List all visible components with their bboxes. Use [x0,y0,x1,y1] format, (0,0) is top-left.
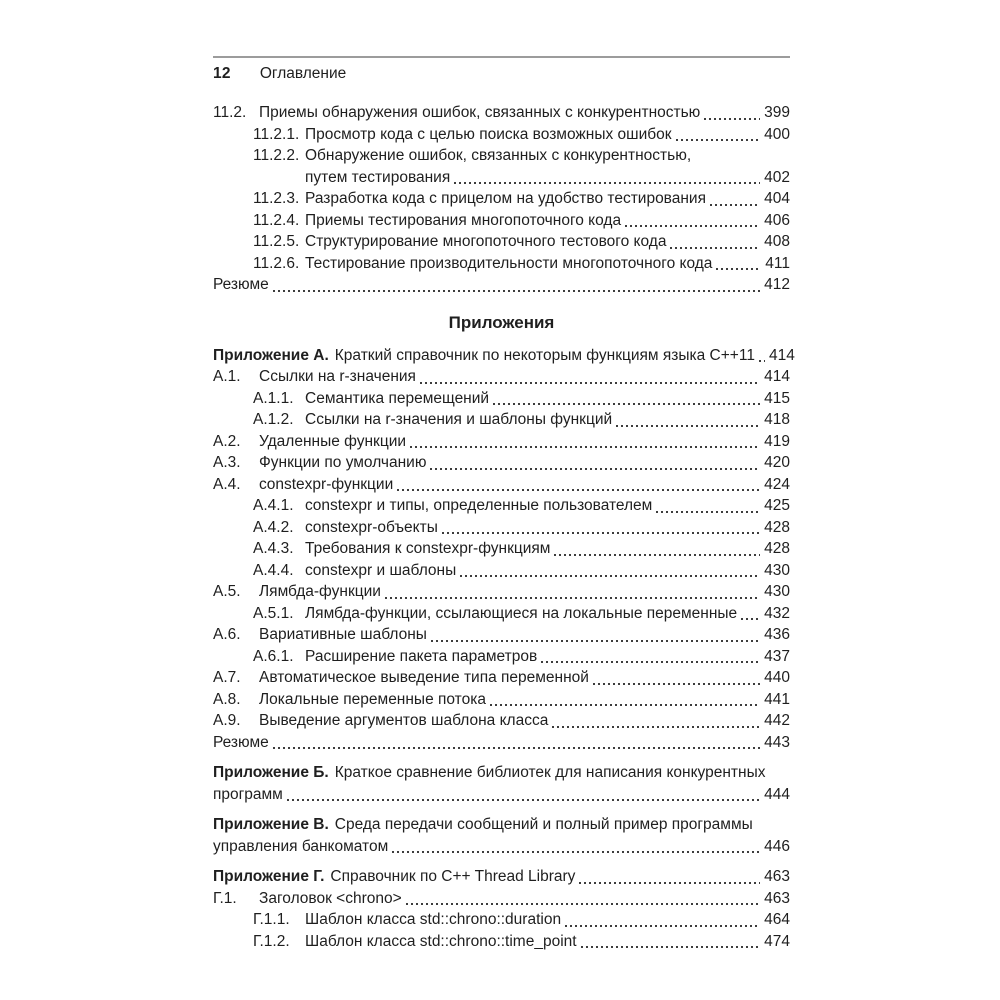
toc-row [253,646,790,668]
toc-page-number: 446 [764,837,790,855]
toc-row [213,474,790,496]
toc-label: А.6.1. [253,647,294,665]
page-number: 12 [213,65,231,82]
toc-title: constexpr-функции [259,475,394,493]
toc-label: А.5. [213,583,241,600]
section-heading: Приложения [448,312,555,332]
toc-row-line2 [305,167,790,189]
toc-content [213,56,795,952]
toc-row-appendix-multiline [213,814,790,857]
toc-label: А.4.4. [253,561,294,579]
toc-title: Заголовок <chrono> [259,889,402,907]
dot-leader [716,268,761,270]
dot-leader [454,182,760,184]
toc-page-number: 440 [764,669,790,686]
toc-row-summary [213,732,790,754]
dot-leader [273,747,760,749]
toc-page-number: 428 [764,540,790,557]
toc-title: Выведение аргументов шаблона класса [259,712,549,729]
toc-label: А.1.1. [253,389,294,407]
toc-label: Г.1.1. [253,911,290,928]
toc-title: Просмотр кода с целью поиска возможных ошибок [305,125,672,143]
toc-page-number: 425 [764,497,790,514]
toc-title: Тестирование производительности многопоточного кода [305,254,713,272]
toc-row-line1 [213,762,790,784]
toc-page-number: 424 [764,475,790,493]
dot-leader [431,640,760,642]
toc-title: Лямбда-функции, ссылающиеся на локальные переменные [305,604,738,622]
dot-leader [541,661,760,663]
toc-title-continuation: программ [213,785,283,803]
toc-page-number: 444 [764,785,790,803]
toc-row-appendix [213,345,795,367]
appendix-prefix: Приложение Б. [213,764,329,781]
dot-leader [616,425,760,427]
toc-title: Структурирование многопоточного тестового кода [305,233,667,250]
dot-leader [430,468,760,470]
toc-title: Приемы обнаружения ошибок, связанных с конкурентностью [259,104,701,121]
dot-leader [273,290,760,292]
toc-page-number: 404 [764,190,790,207]
toc-page-number: 411 [765,254,790,272]
toc-row-line2 [213,784,790,806]
dot-leader [670,247,760,249]
toc-page-number: 399 [764,104,790,121]
toc-row [213,366,790,388]
toc-title: Резюме [213,276,269,293]
appendix-prefix: Приложение Г. [213,868,325,885]
dot-leader [406,903,760,905]
toc-row [253,388,790,410]
toc-row-line1 [253,145,790,167]
dot-leader [392,851,760,853]
toc-page-number: 464 [764,911,790,928]
toc-title: Удаленные функции [259,432,407,450]
toc-row [253,931,790,953]
toc-label: 11.2.1. [253,125,300,143]
toc-label: Г.1. [213,889,237,907]
appendix-prefix: Приложение А. [213,346,329,364]
dot-leader [460,575,760,577]
toc-title: Обнаружение ошибок, связанных с конкурентностью, [305,147,692,164]
dot-leader [385,597,760,599]
toc-page-number: 432 [764,604,790,622]
toc-page-number: 415 [764,389,790,407]
toc-title: Требования к constexpr-функциям [305,540,551,557]
toc-title: Расширение пакета параметров [305,647,538,665]
toc-label: А.2. [213,432,241,450]
toc-title: Резюме [213,733,269,751]
dot-leader [565,925,760,927]
toc-row [253,124,790,146]
dot-leader [552,726,760,728]
toc-row [213,667,790,689]
dot-leader [656,511,760,513]
toc-row [213,102,790,124]
toc-row-multiline [213,145,790,188]
toc-page-number: 463 [764,889,790,907]
appendix-prefix: Приложение В. [213,816,329,833]
dot-leader [581,946,761,948]
toc-label: 11.2.4. [253,211,300,229]
toc-title: Справочник по C++ Thread Library [330,868,576,885]
dot-leader [579,882,760,884]
toc-label: 11.2.5. [253,233,300,250]
toc-page-number: 430 [764,561,790,579]
dot-leader [676,139,761,141]
toc-title: Разработка кода с прицелом на удобство тестирования [305,190,706,207]
toc-label: 11.2.6. [253,254,300,272]
toc-title: constexpr и типы, определенные пользователем [305,497,653,514]
toc-label: А.3. [213,454,241,471]
dot-leader [710,204,760,206]
dot-leader [704,118,760,120]
toc-label: А.1. [213,368,241,385]
toc-title: constexpr и шаблоны [305,561,457,579]
dot-leader [493,403,760,405]
toc-title: Лямбда-функции [259,583,381,600]
running-title: Оглавление [259,65,347,82]
dot-leader [397,489,760,491]
dot-leader [593,683,760,685]
toc-label: А.5.1. [253,604,294,622]
toc-row [253,231,790,253]
toc-title: Автоматическое выведение типа переменной [259,669,589,686]
dot-leader [442,532,760,534]
toc-title: Приемы тестирования многопоточного кода [305,211,622,229]
toc-page-number: 474 [764,932,790,950]
toc-page-number: 428 [764,518,790,536]
dot-leader [410,446,760,448]
toc-row [253,253,790,275]
toc-label: А.4. [213,475,241,493]
toc-page-number: 420 [764,454,790,471]
toc-row [253,409,790,431]
toc-page-number: 402 [764,168,790,186]
toc-page-number: 442 [764,712,790,729]
toc-title-continuation: управления банкоматом [213,837,389,855]
toc-row [253,495,790,517]
toc-page-number: 430 [764,583,790,600]
toc-page-number: 408 [764,233,790,250]
toc-row [213,710,790,732]
dot-leader [287,799,760,801]
toc-row [253,188,790,210]
toc-page-number: 400 [764,125,790,143]
toc-row [253,603,790,625]
toc-label: А.6. [213,626,241,643]
toc-label: А.7. [213,669,241,686]
toc-title: Краткий справочник по некоторым функциям языка C++11 [334,346,755,364]
toc-row [213,452,790,474]
toc-title: constexpr-объекты [305,518,438,536]
toc-page-number: 437 [764,647,790,665]
page-header [213,65,790,83]
toc-page-number: 441 [764,690,790,708]
toc-page-number: 414 [764,368,790,385]
toc-label: А.1.2. [253,411,294,428]
toc-title: Шаблон класса std::chrono::duration [305,911,562,928]
toc-label: Г.1.2. [253,932,290,950]
toc-label: 11.2.3. [253,190,300,207]
toc-title: Функции по умолчанию [259,454,427,471]
dot-leader [625,225,760,227]
toc-title: Ссылки на r-значения [259,368,416,385]
toc-title: Вариативные шаблоны [259,626,427,643]
dot-leader [741,618,760,620]
toc-row-appendix [213,866,790,888]
toc-label: 11.2.2. [253,147,300,164]
toc-label: А.9. [213,712,241,729]
toc-row [253,909,790,931]
dot-leader [490,704,760,706]
toc-page-number: 406 [764,211,790,229]
toc-title-continuation: путем тестирования [305,168,451,186]
toc-page-number: 414 [768,346,795,364]
toc-row [253,560,790,582]
toc-row [213,888,790,910]
toc-row [213,581,790,603]
toc-page-number: 436 [764,626,790,643]
toc-page-number: 412 [764,276,790,293]
dot-leader [420,382,760,384]
toc-row [213,431,790,453]
dot-leader [759,360,765,362]
toc-title: Локальные переменные потока [259,690,486,708]
toc-row-appendix-multiline [213,762,790,805]
toc-row [253,210,790,232]
toc-label: 11.2. [213,104,247,121]
toc-row [213,624,790,646]
toc-title: Ссылки на r-значения и шаблоны функций [305,411,613,428]
toc-title: Семантика перемещений [305,389,490,407]
dot-leader [554,554,760,556]
header-rule [213,56,790,58]
toc-title: Шаблон класса std::chrono::time_point [305,932,577,950]
toc-row-line2 [213,836,790,858]
toc-page-number: 418 [764,411,790,428]
toc-row [213,689,790,711]
toc-label: А.4.3. [253,540,294,557]
toc-label: А.4.2. [253,518,294,536]
toc-title: Краткое сравнение библиотек для написания конкурентных [334,764,766,781]
toc-page-number: 443 [764,733,790,751]
toc-row [253,538,790,560]
toc-label: А.8. [213,690,241,708]
toc-row-summary [213,274,790,296]
toc-row [253,517,790,539]
toc-row-line1 [213,814,790,836]
toc-label: А.4.1. [253,497,294,514]
toc-page-number: 463 [764,868,790,885]
toc-page-number: 419 [764,432,790,450]
toc-title: Среда передачи сообщений и полный пример программы [334,816,753,833]
